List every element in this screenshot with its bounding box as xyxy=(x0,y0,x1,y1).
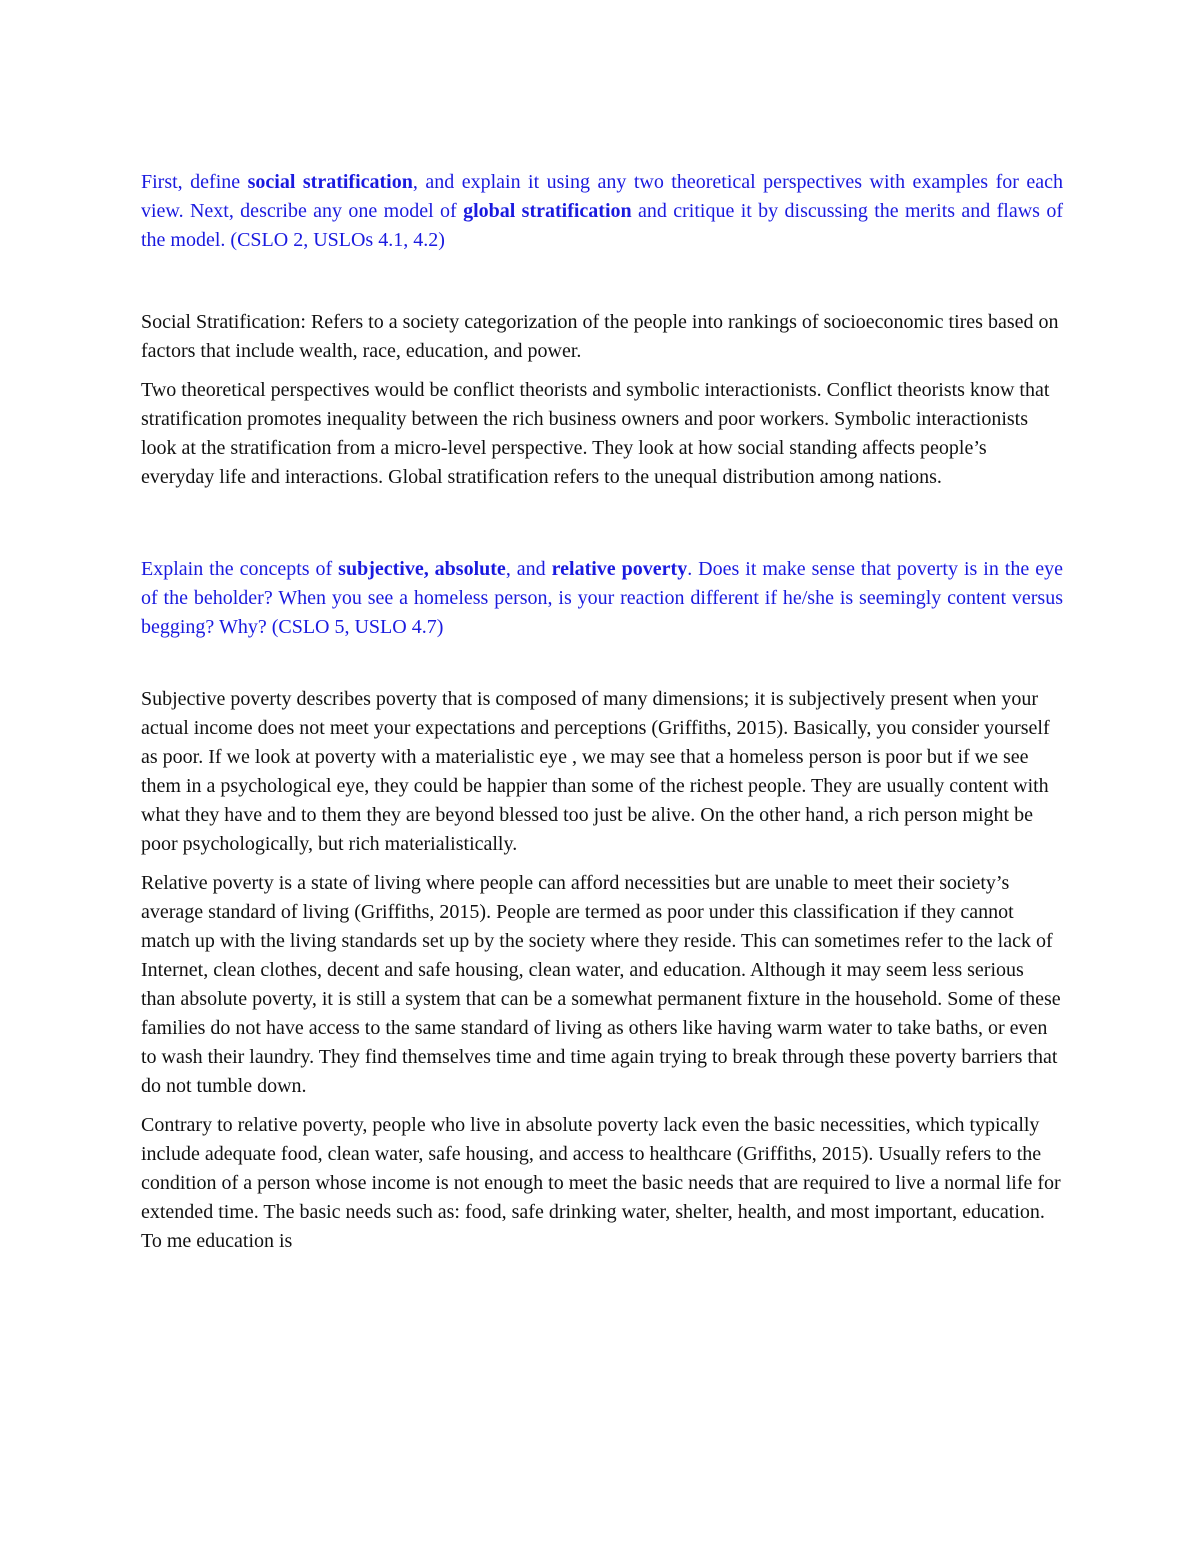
answer-paragraph-subjective-poverty: Subjective poverty describes poverty that is composed of many dimensions; it is subjectively present when your actual income does not meet your expectations and perceptions (Griffiths, 2015). Basically, you consider yourself as poor. If we look at poverty with a materialistic eye , we may see that a homeless person is poor but if we see them in a psychological eye, they could be happier than some of the richest people. They are usually content with what they have and to them they are beyond blessed too just be alive. On the other hand, a rich person might be poor psychologically, but rich materialistically. xyxy=(141,688,1050,855)
prompt-text: Explain the concepts of xyxy=(141,558,339,580)
document-content xyxy=(141,168,1063,1266)
answer-paragraph-absolute-poverty: Contrary to relative poverty, people who live in absolute poverty lack even the basic necessities, which typically include adequate food, clean water, safe housing, and access to healthcare (Griffiths, 2015). Usually refers to the condition of a person whose income is not enough to meet the basic needs that are required to live a normal life for extended time. The basic needs such as: food, safe drinking water, shelter, health, and most important, education. To me education is xyxy=(141,1114,1061,1252)
prompt-keyword: relative poverty xyxy=(551,558,688,580)
prompt-text: First, define xyxy=(141,171,248,193)
prompt-text: , and xyxy=(505,558,552,580)
prompt-text: , and explain it using any two theoretical perspectives with examples for each view. Next, describe any one model of xyxy=(141,171,1063,222)
prompt-text: . Does it make sense that poverty is in the eye of the beholder? When you see a homeless person, is your reaction different if he/she is seemingly content versus begging? Why? (CSLO 5, USLO 4.7) xyxy=(141,558,1063,638)
question-prompt-2 xyxy=(141,555,1063,642)
answer-paragraph-perspectives: Two theoretical perspectives would be conflict theorists and symbolic interactionists. Conflict theorists know that stratification promotes inequality between the rich business owners and poor workers. Symbolic interactionists look at the stratification from a micro-level perspective. They look at how social standing affects people’s everyday life and interactions. Global stratification refers to the unequal distribution among nations. xyxy=(141,379,1050,488)
answer-paragraph-relative-poverty: Relative poverty is a state of living where people can afford necessities but are unable to meet their society’s average standard of living (Griffiths, 2015). People are termed as poor under this classification if they cannot match up with the living standards set up by the society where they reside. This can sometimes refer to the lack of Internet, clean clothes, decent and safe housing, clean water, and education. Although it may seem less serious than absolute poverty, it is still a system that can be a somewhat permanent fixture in the household. Some of these families do not have access to the same standard of living as others like having warm water to take baths, or even to wash their laundry. They find themselves time and time again trying to break through these poverty barriers that do not tumble down. xyxy=(141,872,1061,1097)
prompt-keyword: subjective, absolute xyxy=(338,558,506,580)
answer-paragraph-definition: Social Stratification: Refers to a society categorization of the people into rankings of socioeconomic tires based on factors that include wealth, race, education, and power. xyxy=(141,311,1059,362)
prompt-keyword: social stratification xyxy=(247,171,413,193)
prompt-keyword: global stratification xyxy=(463,200,632,222)
question-prompt-1 xyxy=(141,168,1063,255)
prompt-text: and critique it by discussing the merits and flaws of the model. (CSLO 2, USLOs 4.1, 4.2) xyxy=(141,200,1063,251)
